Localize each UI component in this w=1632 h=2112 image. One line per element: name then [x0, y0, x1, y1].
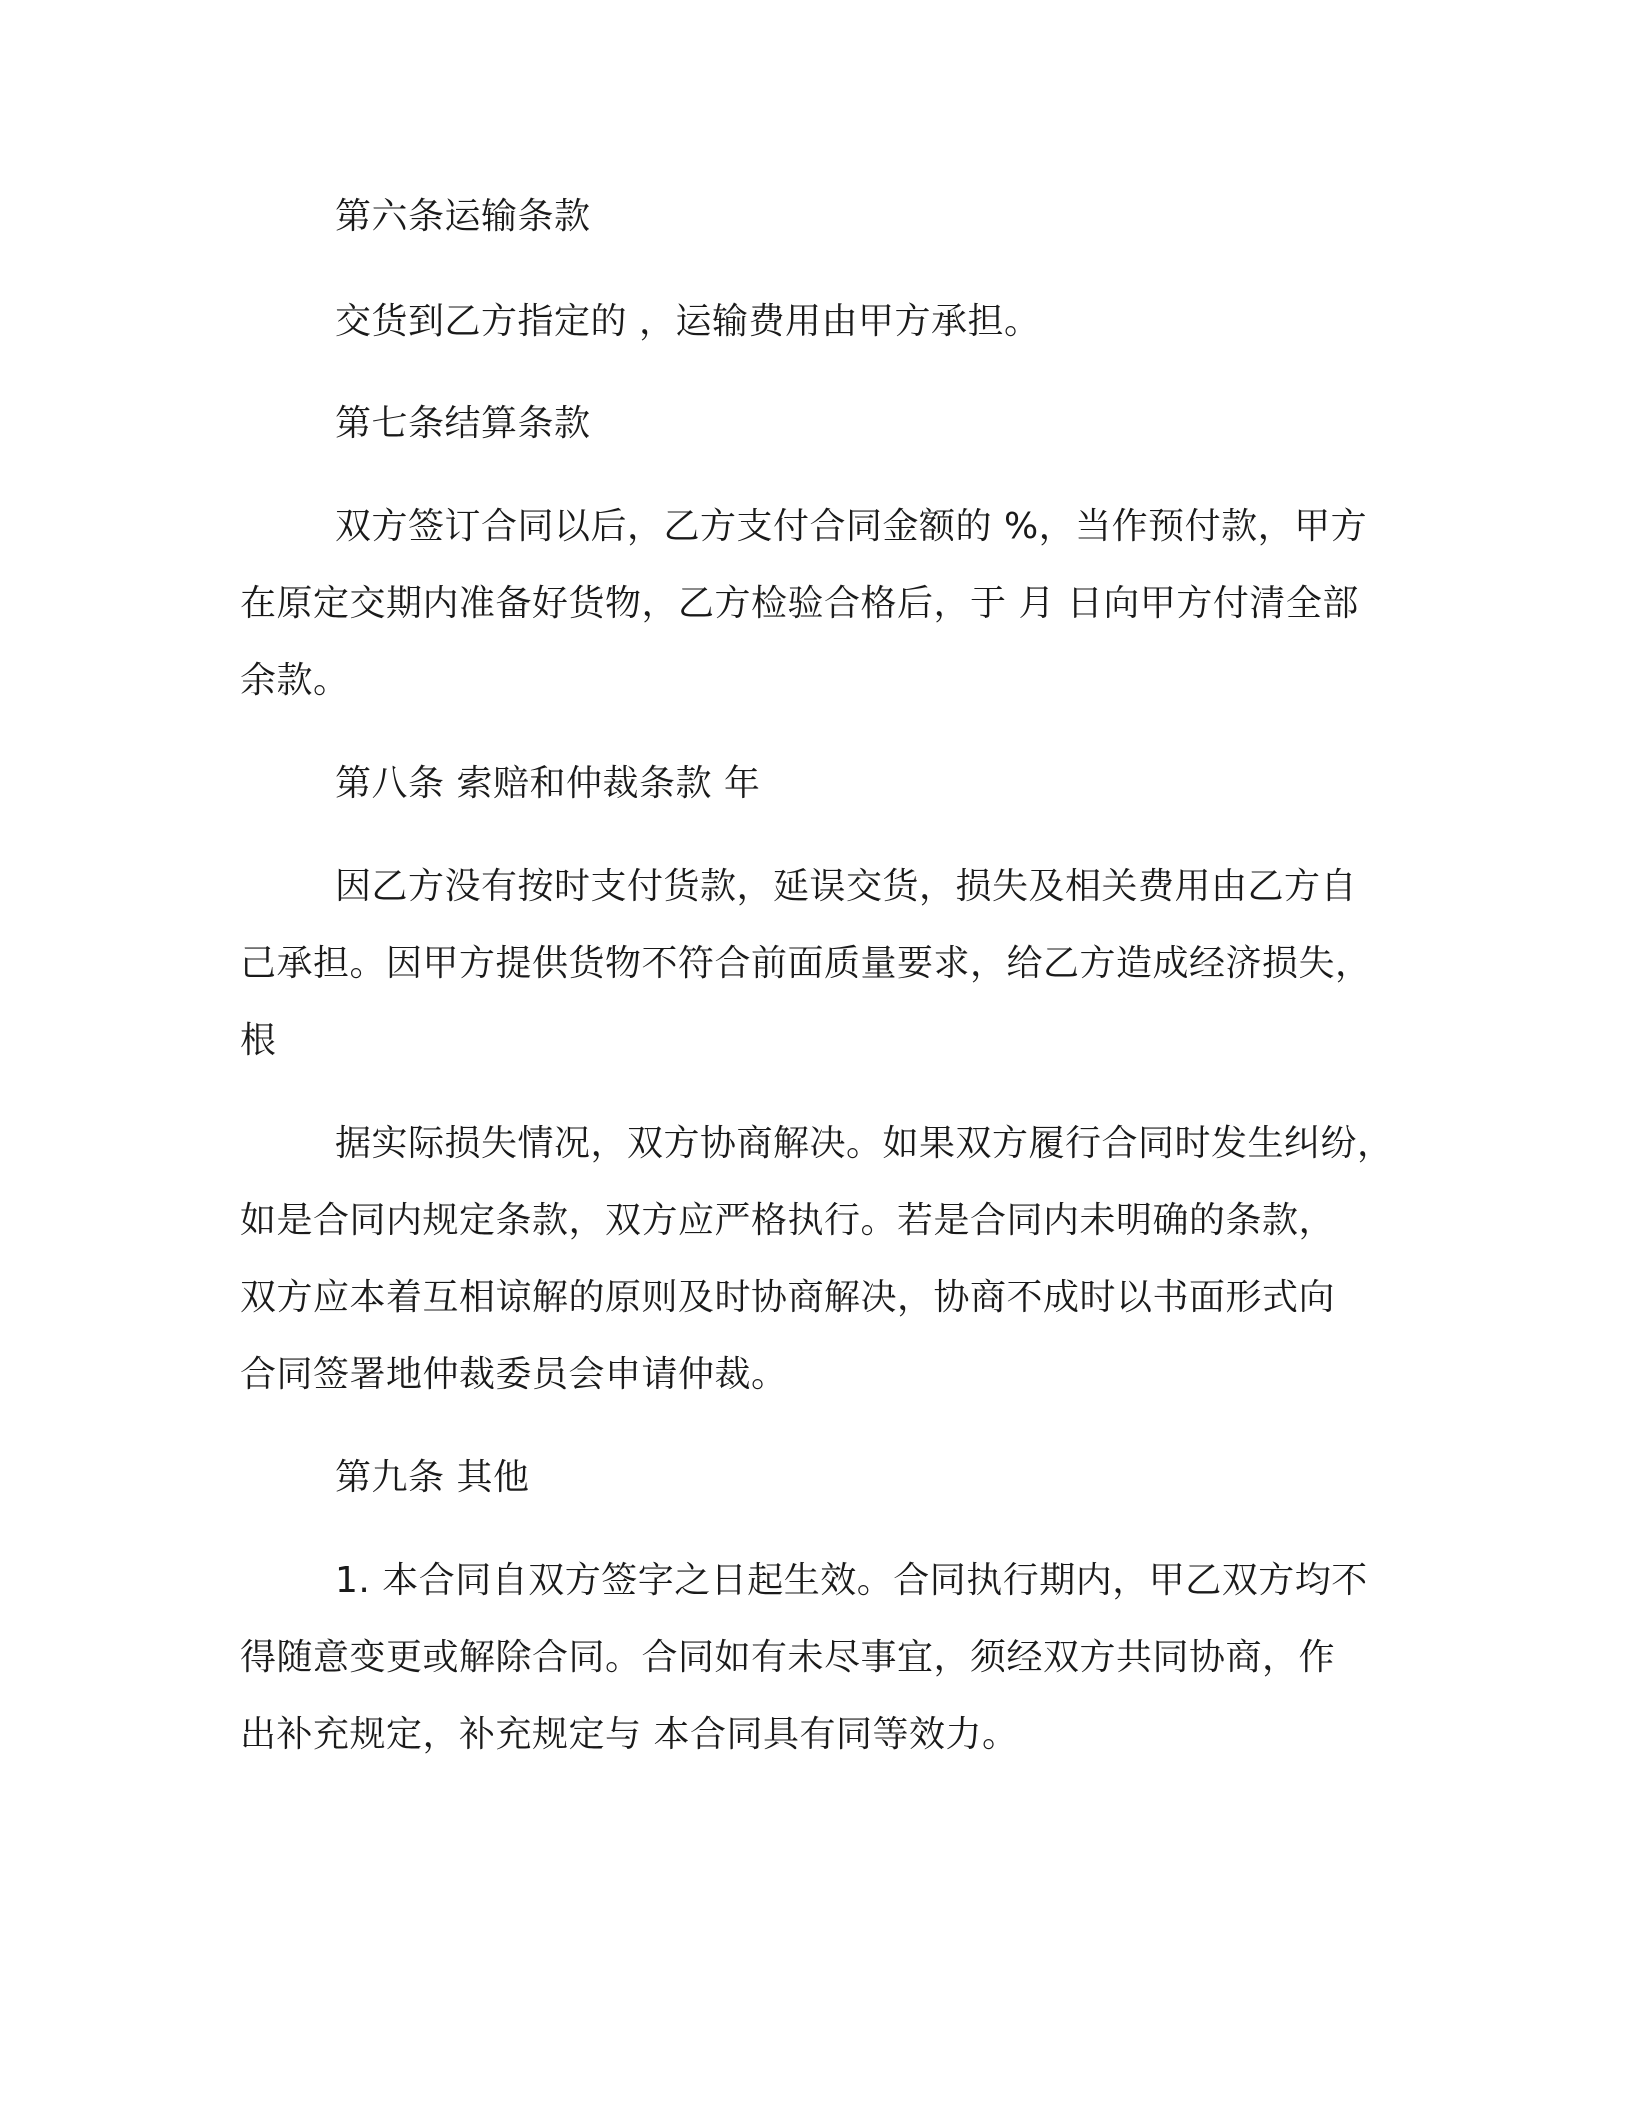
article-9-item-1-line-3: 出补充规定，补充规定与 本合同具有同等效力。 [240, 1714, 1019, 1755]
article-8-heading: 第八条 索赔和仲裁条款 年 [335, 763, 761, 804]
article-9-item-1-line-2: 得随意变更或解除合同。合同如有未尽事宜，须经双方共同协商，作 [240, 1637, 1336, 1678]
article-8-para-2-line-3: 双方应本着互相谅解的原则及时协商解决，协商不成时以书面形式向 [240, 1277, 1336, 1318]
article-6-body: 交货到乙方指定的 ，运输费用由甲方承担。 [335, 301, 1041, 342]
article-8-body-line-2: 己承担。因甲方提供货物不符合前面质量要求，给乙方造成经济损失， [240, 943, 1372, 984]
article-8-body-line-1: 因乙方没有按时支付货款，延误交货，损失及相关费用由乙方自 [335, 866, 1358, 907]
article-7-heading: 第七条结算条款 [335, 403, 591, 444]
article-9-item-1-line-1: 1. 本合同自双方签字之日起生效。合同执行期内，甲乙双方均不 [335, 1560, 1368, 1601]
article-8-para-2-line-1: 据实际损失情况，双方协商解决。如果双方履行合同时发生纠纷， [335, 1123, 1394, 1164]
article-6-heading: 第六条运输条款 [335, 196, 591, 237]
article-7-body-line-1: 双方签订合同以后，乙方支付合同金额的 %，当作预付款，甲方 [335, 506, 1368, 547]
article-9-heading: 第九条 其他 [335, 1457, 530, 1498]
article-7-body-line-2: 在原定交期内准备好货物，乙方检验合格后，于 月 日向甲方付清全部 [240, 583, 1359, 624]
article-8-para-2-line-4: 合同签署地仲裁委员会申请仲裁。 [240, 1354, 788, 1395]
article-8-para-2-line-2: 如是合同内规定条款，双方应严格执行。若是合同内未明确的条款， [240, 1200, 1336, 1241]
article-7-body-line-3: 余款。 [240, 660, 350, 701]
article-8-body-line-3: 根 [240, 1020, 277, 1061]
